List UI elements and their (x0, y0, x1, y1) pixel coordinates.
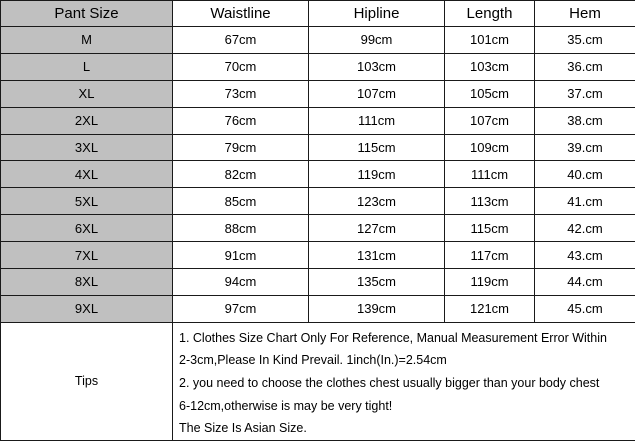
header-hem: Hem (535, 1, 635, 27)
cell-waistline: 85cm (173, 188, 309, 215)
header-length: Length (445, 1, 535, 27)
cell-hipline: 135cm (309, 269, 445, 296)
cell-hem: 39.cm (535, 134, 635, 161)
tip-line: 2. you need to choose the clothes chest usually bigger than your body chest (179, 372, 635, 395)
cell-hipline: 131cm (309, 242, 445, 269)
cell-length: 105cm (445, 80, 535, 107)
cell-length: 119cm (445, 269, 535, 296)
cell-hem: 35.cm (535, 27, 635, 54)
cell-hipline: 123cm (309, 188, 445, 215)
table-row (1, 107, 635, 134)
cell-hem: 43.cm (535, 242, 635, 269)
cell-hipline: 99cm (309, 27, 445, 54)
table-row (1, 161, 635, 188)
table-row (1, 215, 635, 242)
tip-line: The Size Is Asian Size. (179, 417, 635, 440)
table-row (1, 242, 635, 269)
tip-line: 1. Clothes Size Chart Only For Reference, Manual Measurement Error Within (179, 327, 635, 350)
header-row (1, 1, 635, 27)
table-row (1, 27, 635, 54)
table-row (1, 269, 635, 296)
cell-hem: 41.cm (535, 188, 635, 215)
cell-length: 117cm (445, 242, 535, 269)
cell-size: 2XL (1, 107, 173, 134)
cell-size: 3XL (1, 134, 173, 161)
table-row (1, 80, 635, 107)
cell-hipline: 111cm (309, 107, 445, 134)
cell-waistline: 94cm (173, 269, 309, 296)
cell-waistline: 91cm (173, 242, 309, 269)
cell-waistline: 97cm (173, 295, 309, 322)
cell-size: 8XL (1, 269, 173, 296)
cell-hipline: 127cm (309, 215, 445, 242)
cell-hem: 44.cm (535, 269, 635, 296)
table-row (1, 188, 635, 215)
cell-hem: 42.cm (535, 215, 635, 242)
cell-length: 113cm (445, 188, 535, 215)
tips-label: Tips (1, 322, 173, 440)
cell-length: 111cm (445, 161, 535, 188)
cell-hem: 36.cm (535, 53, 635, 80)
cell-length: 115cm (445, 215, 535, 242)
header-hipline: Hipline (309, 1, 445, 27)
cell-hipline: 107cm (309, 80, 445, 107)
cell-hipline: 103cm (309, 53, 445, 80)
cell-hipline: 139cm (309, 295, 445, 322)
cell-size: 9XL (1, 295, 173, 322)
table-row (1, 295, 635, 322)
tip-line: 2-3cm,Please In Kind Prevail. 1inch(In.)=2.54cm (179, 349, 635, 372)
cell-size: 5XL (1, 188, 173, 215)
cell-hem: 37.cm (535, 80, 635, 107)
cell-waistline: 88cm (173, 215, 309, 242)
cell-size: 6XL (1, 215, 173, 242)
header-waistline: Waistline (173, 1, 309, 27)
cell-hipline: 119cm (309, 161, 445, 188)
cell-size: XL (1, 80, 173, 107)
table-row (1, 134, 635, 161)
cell-waistline: 76cm (173, 107, 309, 134)
cell-size: 7XL (1, 242, 173, 269)
tips-row (1, 322, 635, 440)
cell-hem: 45.cm (535, 295, 635, 322)
tips-content (173, 322, 635, 440)
cell-size: L (1, 53, 173, 80)
cell-hem: 38.cm (535, 107, 635, 134)
cell-length: 103cm (445, 53, 535, 80)
cell-waistline: 67cm (173, 27, 309, 54)
cell-waistline: 82cm (173, 161, 309, 188)
cell-waistline: 79cm (173, 134, 309, 161)
header-pant-size: Pant Size (1, 1, 173, 27)
tip-line: 6-12cm,otherwise is may be very tight! (179, 395, 635, 418)
cell-size: 4XL (1, 161, 173, 188)
cell-length: 109cm (445, 134, 535, 161)
cell-length: 121cm (445, 295, 535, 322)
cell-waistline: 73cm (173, 80, 309, 107)
cell-hipline: 115cm (309, 134, 445, 161)
cell-length: 101cm (445, 27, 535, 54)
cell-size: M (1, 27, 173, 54)
cell-hem: 40.cm (535, 161, 635, 188)
cell-length: 107cm (445, 107, 535, 134)
cell-waistline: 70cm (173, 53, 309, 80)
table-row (1, 53, 635, 80)
